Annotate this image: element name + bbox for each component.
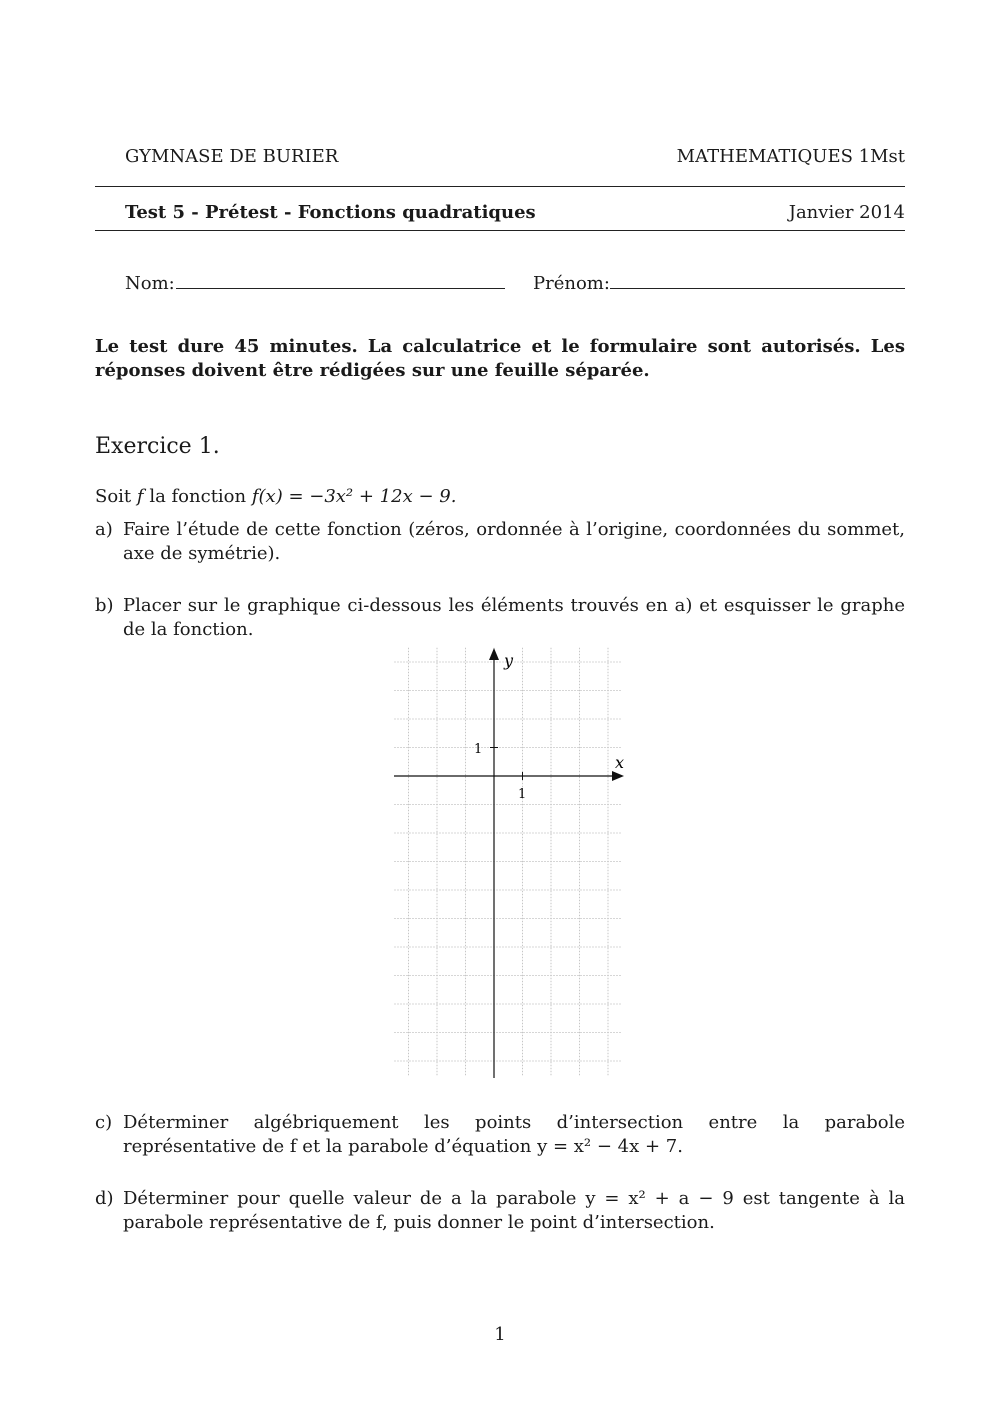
test-title: Test 5 - Prétest - Fonctions quadratiques	[125, 202, 536, 223]
intro-formula: f(x) = −3x² + 12x − 9.	[251, 486, 457, 507]
course-name: MATHEMATIQUES 1Mst	[676, 146, 905, 167]
question-b-label: b)	[95, 595, 114, 616]
question-a-text: Faire l’étude de cette fonction (zéros, ordonnée à l’origine, coordonnées du sommet, axe de symétrie).	[123, 519, 905, 564]
header-rule-bottom	[95, 230, 905, 231]
x-tick-label: 1	[518, 787, 527, 802]
exercise-title: Exercice 1.	[95, 434, 220, 459]
question-d-text: Déterminer pour quelle valeur de a la parabole y = x² + a − 9 est tangente à la parabole représentative de f, puis donner le point d’intersection.	[123, 1188, 905, 1233]
prenom-label: Prénom:	[533, 273, 610, 294]
question-c-label: c)	[95, 1112, 113, 1133]
x-axis-label: x	[615, 753, 625, 772]
nom-field[interactable]	[176, 288, 505, 289]
y-tick-label: 1	[474, 742, 483, 757]
question-a	[95, 518, 905, 566]
coordinate-grid[interactable]	[380, 640, 640, 1090]
y-axis-arrow	[489, 648, 499, 660]
question-b-text: Placer sur le graphique ci-dessous les éléments trouvés en a) et esquisser le graphe de la fonction.	[123, 595, 905, 640]
instructions: Le test dure 45 minutes. La calculatrice et le formulaire sont autorisés. Les réponses doivent être rédigées sur une feuille séparée.	[95, 336, 905, 381]
axes	[394, 648, 624, 1078]
intro-text-b: la fonction	[149, 486, 247, 507]
grid-lines	[394, 648, 625, 1076]
question-a-label: a)	[95, 519, 113, 540]
intro-text-a: Soit	[95, 486, 132, 507]
y-axis-label: y	[504, 651, 514, 670]
exercise-intro	[95, 486, 456, 507]
question-d	[95, 1187, 905, 1235]
question-b	[95, 594, 905, 642]
header-rule-top	[95, 186, 905, 187]
x-axis-arrow	[612, 771, 624, 781]
question-c-text: Déterminer algébriquement les points d’intersection entre la parabole représentative de f et la parabole d’équation y = x² − 4x + 7.	[123, 1112, 905, 1157]
question-d-label: d)	[95, 1188, 114, 1209]
intro-function-name: f	[136, 486, 144, 507]
question-c	[95, 1111, 905, 1159]
page-number: 1	[494, 1324, 506, 1345]
nom-label: Nom:	[125, 273, 175, 294]
prenom-field[interactable]	[610, 288, 905, 289]
test-date: Janvier 2014	[788, 202, 905, 223]
school-name: GYMNASE DE BURIER	[125, 146, 339, 167]
